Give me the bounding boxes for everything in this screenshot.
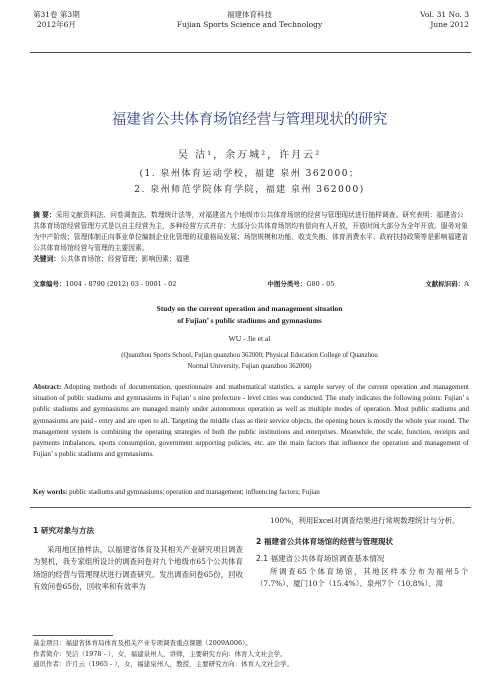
section-2-1-paragraph: 所调查65个体育场馆，其地区样本分布为福州5个（7.7%）、厦门10个（15.4%）、泉州7个（10.8%）、漳 [256, 566, 468, 589]
section-1-heading: 1 研究对象与方法 [33, 526, 95, 535]
english-keywords-text: public stadiums and gymnasiums; operation and management; influencing factors; Fujian [67, 488, 320, 496]
section-1-paragraph: 采用地区抽样法，以福建省体育及其相关产业研究项目调查为契机，我专家组所设计的调查问卷对九个地级市65个公共体育场馆的经营与管理现状进行调查研究。发出调查问卷65份，回收有效问卷65份，回收率和有效率为 [33, 544, 243, 592]
affiliation-1: (1. 泉州体育运动学校，福建 泉州 362000； [139, 169, 360, 179]
document-code-value: A [464, 280, 469, 288]
abstract-text: 采用文献资料法、问卷调查法、数理统计法等，对福建省九个地级市公共体育场馆的经营与管理现状进行抽样调查。研究表明：福建省公共体育场馆经营管理方式是以自主经营为主，多种经营方式并存；大部分公共体育场馆均有偿向有人开放，开放时间大部分为全年开放。服务对象为中产阶级；管理体制正向事业单位编制企业化管理的双重格局发展；场馆规模和功能、收支失衡、体育消费水平、政府扶持政策等是影响福建省公共体育场馆经营与管理的主要因素。 [33, 211, 468, 252]
english-title-line-1: Study on the current operation and management situation [156, 304, 343, 313]
english-affiliation-line-2: Normal University, Fujian quanzhou 362000) [187, 363, 312, 370]
section-2-1-heading: 2.1 福建省公共体育场馆调查基本情况 [256, 554, 385, 564]
footnote-rule [33, 635, 113, 636]
document-code [425, 279, 469, 288]
header-rule [30, 52, 471, 53]
english-abstract-label: Abstract: [33, 383, 62, 391]
section-2-heading: 2 福建省公共体育场馆的经营与管理现状 [256, 536, 394, 546]
header-date-en: June 2012 [430, 20, 469, 29]
keywords-line [33, 254, 469, 265]
chinese-abstract [33, 210, 469, 265]
english-authors: WU - Jie et al [228, 334, 271, 343]
english-affiliation-line-1: (Quanzhou Sports School, Fujian quanzhou 362000; Physical Education College of Quanzhou [121, 352, 378, 359]
clc-number [267, 279, 334, 288]
footnote-corresponding: 通讯作者：许月云（1965 - ），女，福建泉州人，教授，主要研究方向：体育人文社会学。 [33, 660, 294, 669]
header-volume-cn: 第31卷 第3期 [33, 10, 80, 19]
doc-number-value: 1004 - 8790 (2012) 03 - 0001 - 02 [65, 280, 177, 288]
doc-number-label: 文章编号： [33, 280, 66, 288]
clc-number-label: 中图分类号： [267, 280, 307, 288]
body-right-column [256, 515, 468, 591]
footnote [33, 638, 469, 670]
english-abstract-text: Adopting methods of documentation, questionnaire and mathematical statistics, a sample survey of the current operation and management situation of public stadiums and gymnasiums in Fujian’ s nine prefecture - level cities was conducted. The study indicates the following points: Fujian’ s public stadiums and gymnasiums are managed mainly under autonomous operation as well as multiple modes of operation. Most public stadiums and gymnasiums are paid - entry and are open to all. Targeting the middle class as their service objects, the opening hours is mostly the whole year round. The management system is combining the operating strategies of both the public institutions and enterprises. Meanwhile, the scale, function, receipts and payments imbalances, sports consumption, government supporting policies, etc. are the main factors that influence the operation and management of Fujian’ s public stadiums and gymnasiums. [33, 383, 469, 459]
english-abstract [33, 382, 469, 460]
footnote-author: 作者简介：吴洁（1978 - ），女，福建泉州人，讲师，主要研究方向：体育人文社会学。 [33, 649, 287, 658]
clc-number-value: G80 - 05 [306, 280, 335, 288]
header-journal-en: Fujian Sports Science and Technology [176, 20, 323, 29]
doc-number [33, 279, 176, 288]
article-authors: 吴 洁¹，余万城²，许月云² [177, 150, 322, 161]
affiliation-2: 2. 泉州师范学院体育学院，福建 泉州 362000) [134, 185, 365, 195]
document-code-label: 文献标识码： [425, 280, 465, 288]
keywords-label: 关键词： [33, 255, 61, 263]
keywords-text: 公共体育场馆；经营管理；影响因素；福建 [60, 255, 190, 263]
header-issue-block [420, 10, 469, 30]
english-keywords-label: Key words: [33, 488, 68, 496]
english-title-line-2: of Fujian’ s public stadiums and gymnasiums [177, 316, 322, 325]
footnote-fund: 基金项目：福建省体育局体育及相关产业专项调查重点课题（2009A006）。 [33, 639, 252, 647]
header-date-cn: 2012年6月 [37, 20, 76, 29]
article-title: 福建省公共体育场馆经营与管理现状的研究 [111, 112, 388, 128]
section-divider [30, 507, 471, 508]
abstract-label: 摘 要： [33, 211, 56, 219]
right-column-paragraph: 100%，利用Excel对调查结果进行常规数理统计与分析。 [270, 516, 460, 525]
body-left-column [33, 515, 243, 594]
header-volume-en: Vol. 31 No. 3 [420, 10, 469, 19]
english-affiliation [70, 350, 429, 372]
english-keywords [33, 488, 469, 496]
article-meta [33, 279, 469, 288]
header-journal-cn: 福建体育科技 [227, 10, 272, 19]
